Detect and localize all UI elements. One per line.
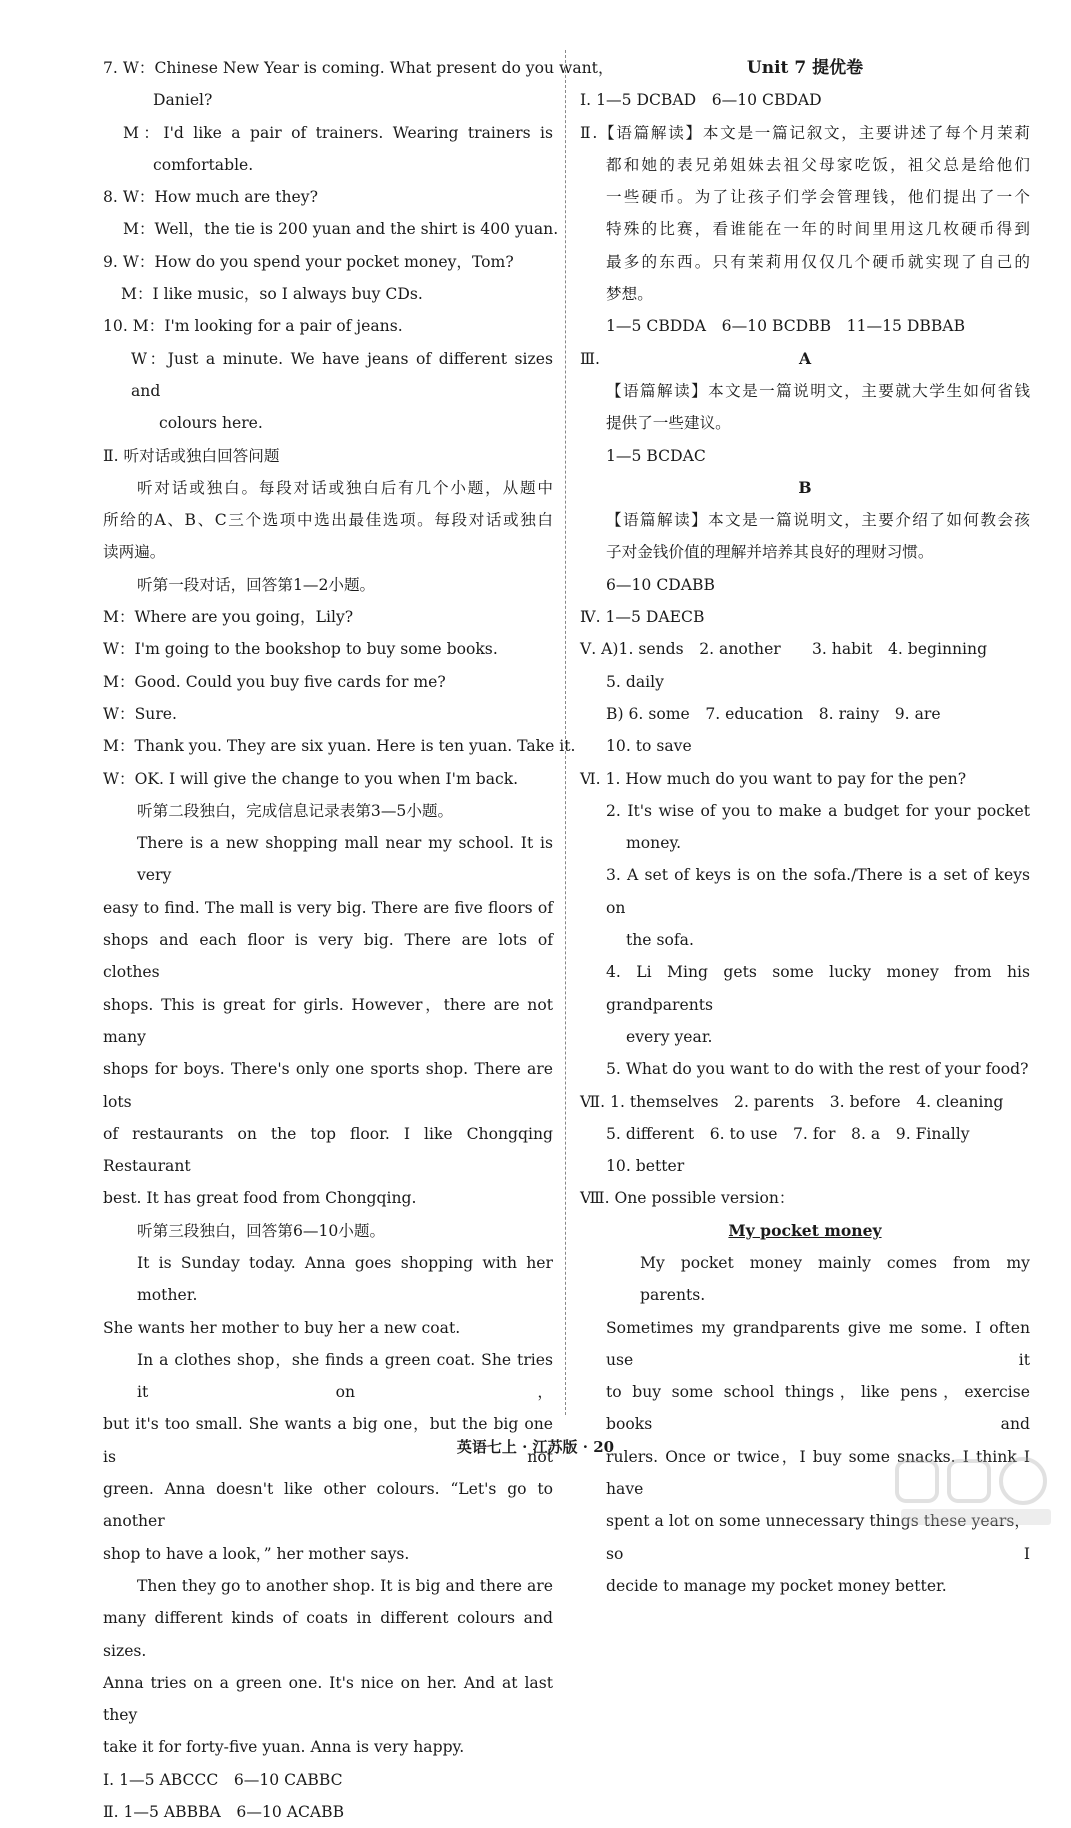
text-line: Ⅰ. 1—5 DCBAD 6—10 CBDAD xyxy=(580,91,822,110)
text-line: 读两遍。 xyxy=(103,543,166,562)
text-line: M：Good. Could you buy five cards for me? xyxy=(103,672,446,691)
text-line: 5. daily xyxy=(606,672,664,691)
text-line: Ⅰ. 1—5 ABCCC 6—10 CABBC xyxy=(103,1770,343,1789)
text-line: many different kinds of coats in different colours and sizes. xyxy=(103,1609,553,1660)
text-line: shops. This is great for girls. However，there are not many xyxy=(103,995,553,1046)
text-line: 10. better xyxy=(606,1157,685,1176)
text-line: W：Just a minute. We have jeans of different sizes and xyxy=(131,349,553,400)
text-line: M：Well，the tie is 200 yuan and the shirt is 400 yuan. xyxy=(123,220,559,239)
text-line: money. xyxy=(626,834,682,853)
text-line: 听对话或独白。每段对话或独白后有几个小题，从题中 xyxy=(137,478,553,497)
text-line: 10. to save xyxy=(606,737,692,756)
text-line: Ⅷ. One possible version： xyxy=(580,1189,795,1208)
text-line: to buy some school things，like pens，exercise books and xyxy=(606,1383,1030,1434)
text-line: Sometimes my grandparents give me some. I often use it xyxy=(606,1318,1030,1369)
text-line: 8. W：How much are they? xyxy=(103,188,318,207)
text-line: M：Where are you going，Lily? xyxy=(103,608,354,627)
text-line: Ⅳ. 1—5 DAECB xyxy=(580,608,705,627)
text-line: Ⅱ.【语篇解读】本文是一篇记叙文，主要讲述了每个月茉莉 xyxy=(580,123,1030,142)
text-line: Ⅴ. A)1. sends 2. another 3. habit 4. beginning xyxy=(580,640,988,659)
text-line: 一些硬币。为了让孩子们学会管理钱，他们提出了一个 xyxy=(606,188,1030,207)
text-line: but it's too small. She wants a big one，but the big one is not xyxy=(103,1415,553,1466)
text-line: 3. A set of keys is on the sofa./There is a set of keys on xyxy=(606,866,1030,917)
page-footer: 英语七上 · 江苏版 · 20 xyxy=(456,1438,615,1456)
text-line: M：Thank you. They are six yuan. Here is ten yuan. Take it. xyxy=(103,737,576,756)
text-line: Anna tries on a green one. It's nice on her. And at last they xyxy=(103,1673,553,1725)
text-line: Ⅱ. 1—5 ABBBA 6—10 ACABB xyxy=(103,1803,345,1822)
text-line: 听第一段对话，回答第1—2小题。 xyxy=(137,575,376,594)
text-line: M：I'd like a pair of trainers. Wearing trainers is xyxy=(123,123,553,142)
text-line: 梦想。 xyxy=(606,285,653,304)
text-line: of restaurants on the top floor. I like Chongqing Restaurant xyxy=(103,1124,553,1176)
text-line: Then they go to another shop. It is big and there are xyxy=(137,1576,553,1595)
text-line: 特殊的比赛，看谁能在一年的时间里用这几枚硬币得到 xyxy=(606,220,1030,239)
text-line: every year. xyxy=(626,1027,713,1046)
text-line: My pocket money mainly comes from my parents. xyxy=(640,1253,1030,1305)
text-line: Ⅶ. 1. themselves 2. parents 3. before 4. cleaning xyxy=(580,1092,1004,1111)
text-line: W：Sure. xyxy=(103,704,177,723)
text-line: 7. W：Chinese New Year is coming. What present do you want， xyxy=(103,59,614,77)
text-line: 1—5 CBDDA 6—10 BCDBB 11—15 DBBAB xyxy=(606,317,966,336)
text-line: 最多的东西。只有茉莉用仅仅几个硬币就实现了自己的 xyxy=(606,252,1030,271)
line-label: Ⅲ. xyxy=(580,349,600,368)
text-line: best. It has great food from Chongqing. xyxy=(103,1189,417,1208)
text-line: spent a lot on some unnecessary things these years，so I xyxy=(606,1512,1030,1563)
watermark-logo xyxy=(893,1455,1065,1531)
text-line: Daniel? xyxy=(153,91,213,110)
text-line: shop to have a look，” her mother says. xyxy=(103,1544,410,1563)
text-line: It is Sunday today. Anna goes shopping with her mother. xyxy=(137,1253,553,1305)
text-line: There is a new shopping mall near my school. It is very xyxy=(137,834,553,885)
text-line: 5. What do you want to do with the rest of your food? xyxy=(606,1060,1029,1079)
text-line: 1—5 BCDAC xyxy=(606,446,706,465)
text-line: 2. It's wise of you to make a budget for your pocket xyxy=(606,801,1030,820)
text-line: 9. W：How do you spend your pocket money，Tom? xyxy=(103,252,514,271)
text-line: 听第二段独白，完成信息记录表第3—5小题。 xyxy=(137,801,454,820)
text-line: take it for forty-five yuan. Anna is very happy. xyxy=(103,1738,465,1757)
text-line: 6—10 CDABB xyxy=(606,575,715,594)
text-line: B xyxy=(798,477,812,497)
text-line: W：I'm going to the bookshop to buy some books. xyxy=(103,640,498,659)
text-line: 5. different 6. to use 7. for 8. a 9. Finally xyxy=(606,1124,970,1143)
text-line: Ⅵ. 1. How much do you want to pay for the pen? xyxy=(580,769,967,788)
text-line: She wants her mother to buy her a new coat. xyxy=(103,1318,461,1337)
right-column xyxy=(580,52,1030,1602)
text-line: 4. Li Ming gets some lucky money from his grandparents xyxy=(606,963,1030,1014)
text-line: Ⅱ. 听对话或独白回答问题 xyxy=(103,446,280,465)
text-line: 都和她的表兄弟姐妹去祖父母家吃饭，祖父总是给他们 xyxy=(606,155,1030,174)
text-line: In a clothes shop，she finds a green coat. She tries it on， xyxy=(137,1350,553,1402)
text-line: the sofa. xyxy=(626,931,694,950)
text-line: green. Anna doesn't like other colours. “Let's go to another xyxy=(103,1480,553,1531)
text-line: W：OK. I will give the change to you when I'm back. xyxy=(103,769,519,788)
text-line: 子对金钱价值的理解并培养其良好的理财习惯。 xyxy=(606,543,934,562)
column-divider xyxy=(565,50,566,1415)
text-line: shops for boys. There's only one sports shop. There are lots xyxy=(103,1060,553,1111)
text-line: rulers. Once or twice，I buy some snacks. I think I have xyxy=(606,1447,1030,1499)
text-line: shops and each floor is very big. There are lots of clothes xyxy=(103,931,553,982)
text-line: 所给的A、B、C三个选项中选出最佳选项。每段对话或独白 xyxy=(103,511,553,530)
text-line: comfortable. xyxy=(153,155,254,174)
text-line: easy to find. The mall is very big. There are five floors of xyxy=(103,898,553,917)
text-line: colours here. xyxy=(159,414,263,433)
text-line: 10. M：I'm looking for a pair of jeans. xyxy=(103,317,403,336)
text-line: B) 6. some 7. education 8. rainy 9. are xyxy=(606,704,941,723)
section-letter: A xyxy=(798,348,812,368)
text-line: 【语篇解读】本文是一篇说明文，主要就大学生如何省钱 xyxy=(606,381,1030,400)
text-line: 【语篇解读】本文是一篇说明文，主要介绍了如何教会孩 xyxy=(606,511,1030,530)
text-line: M：I like music，so I always buy CDs. xyxy=(121,285,423,304)
text-line: 听第三段独白，回答第6—10小题。 xyxy=(137,1221,386,1240)
text-line: decide to manage my pocket money better. xyxy=(606,1576,947,1595)
text-line: 提供了一些建议。 xyxy=(606,414,731,433)
text-line: Unit 7 提优卷 xyxy=(746,58,864,78)
text-line xyxy=(580,343,1030,375)
text-line: My pocket money xyxy=(728,1220,882,1240)
